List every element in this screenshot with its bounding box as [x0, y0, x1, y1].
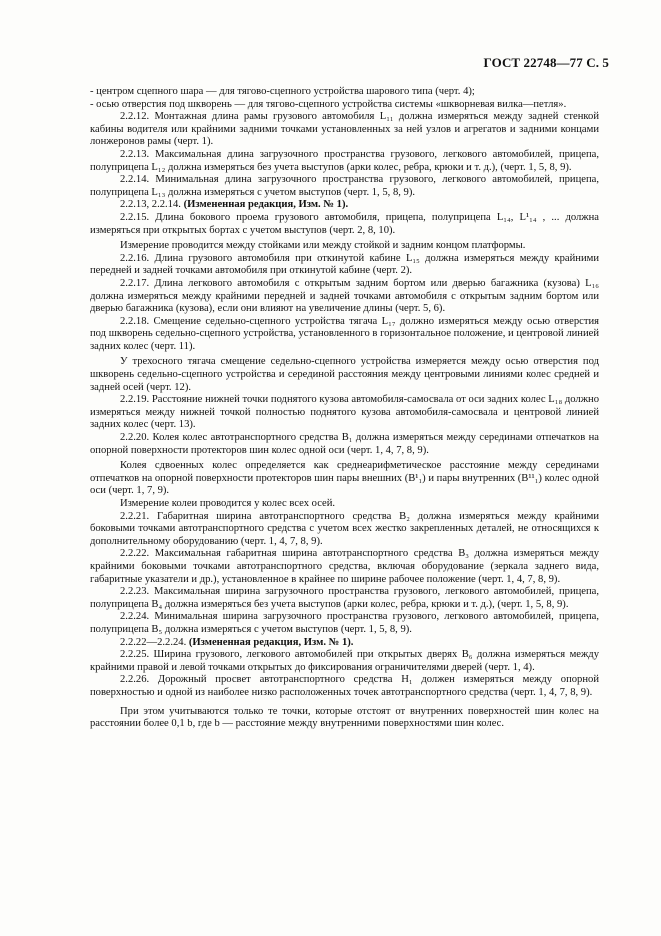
paragraph: 2.2.17. Длина легкового автомобиля с открытым задним бортом или дверью багажника (кузова) L₁₆ должна измеряться между крайними передней и задней точками автомобиля с открытым задним бортом или дверью багажника (кузова), если они влияют на увеличение длины (черт. 5, 6). — [90, 277, 599, 315]
paragraph: - центром сцепного шара — для тягово-сцепного устройства шарового типа (черт. 4); — [90, 86, 475, 97]
paragraph: 2.2.15. Длина бокового проема грузового автомобиля, прицепа, полуприцепа L₁₄, L¹₁₄ , ... должна измеряться при открытых бортах с учетом выступов (черт. 2, 8, 10). — [90, 211, 599, 236]
paragraph: Колея сдвоенных колес определяется как среднеарифметическое расстояние между серединами отпечатков на опорной поверхности протекторов шин пары внешних (B¹₁) и пары внутренних (B¹¹₁) колес одной оси (черт. 1, 7, 9). — [90, 460, 599, 497]
paragraph: - осью отверстия под шкворень — для тягово-сцепного устройства системы «шкворневая вилка—петля». — [90, 98, 567, 110]
page-header: ГОСТ 22748—77 С. 5 — [483, 55, 609, 70]
paragraph: 2.2.25. Ширина грузового, легкового автомобилей при открытых дверях B₆ должна измеряться между крайними правой и левой точками открытых до фиксирования ограничителями дверей (черт. 1, 4). — [90, 649, 599, 673]
paragraph: 2.2.13. Максимальная длина загрузочного пространства грузового, легкового автомобилей, прицепа, полуприцепа L₁₂ должна измеряться без учета выступов (арки колес, ребра, крюки и т. д.), (черт. 1, 5, 8, 9). — [90, 148, 599, 173]
paragraph: У трехосного тягача смещение седельно-сцепного устройства измеряется между осью отверстия под шкворень седельно-сцепного устройства и серединой расстояния между центровыми линиями колес средней и задней осей (черт. 12). — [90, 356, 599, 393]
paragraph: 2.2.12. Монтажная длина рамы грузового автомобиля L₁₁ должна измеряться между задней стенкой кабины водителя или крайними задними точками установленных за ней узлов и агрегатов и задними концами лонжеронов рамы (черт. 1). — [90, 111, 599, 148]
paragraph: 2.2.18. Смещение седельно-сцепного устройства тягача L₁₇ должно измеряться между осью отверстия под шкворень седельно-сцепного устройства, установленного в горизонтальное положение, и центровой линией задних колес (черт. 11). — [90, 315, 599, 352]
amendment-note: 2.2.13, 2.2.14. (Измененная редакция, Изм. № 1). — [120, 199, 349, 211]
amendment-label: (Измененная редакция, Изм. № 1). — [183, 199, 349, 211]
paragraph: 2.2.22. Максимальная габаритная ширина автотранспортного средства B₃ должна измеряться между крайними боковыми точками автотранспортного средства, включая оборудование (зеркала заднего вида, габаритные указатели и др.), установленное в крайнее по ширине рабочее положение (черт. 1, 4, 7, 8, 9). — [90, 548, 599, 585]
paragraph: 2.2.26. Дорожный просвет автотранспортного средства H₁ должен измеряться между опорной поверхностью и одной из наиболее низко расположенных точек автотранспортного средства (черт. 1, 4, 7, 8, 9). — [90, 674, 599, 698]
paragraph: 2.2.14. Минимальная длина загрузочного пространства грузового, легкового автомобилей, прицепа, полуприцепа L₁₃ должна измеряться с учетом выступов (черт. 1, 5, 8, 9). — [90, 174, 599, 198]
amendment-note: 2.2.22—2.2.24. (Измененная редакция, Изм. № 1). — [120, 636, 354, 648]
paragraph: 2.2.21. Габаритная ширина автотранспортного средства B₂ должна измеряться между крайними боковыми точками автотранспортного средства с учетом всех жестко закрепленных деталей, не относящихся к дополнительному оборудованию (черт. 1, 4, 7, 8, 9). — [90, 510, 599, 547]
paragraph: 2.2.19. Расстояние нижней точки поднятого кузова автомобиля-самосвала от оси задних колес L₁₈ должно измеряться между нижней точкой полностью поднятого кузова автомобиля-самосвала и центровой линией задних колес (черт. 13). — [90, 394, 599, 431]
paragraph: 2.2.16. Длина грузового автомобиля при откинутой кабине L₁₅ должна измеряться между крайними передней и задней точками автомобиля при откинутой кабине (черт. 2). — [90, 252, 599, 277]
amendment-label: (Измененная редакция, Изм. № 1). — [188, 636, 354, 648]
paragraph: Измерение колеи проводится у колес всех осей. — [120, 498, 336, 509]
document-body — [90, 86, 599, 731]
paragraph: 2.2.20. Колея колес автотранспортного средства B₁ должна измеряться между серединами отпечатков на опорной поверхности протекторов шин колес одной оси (черт. 1, 4, 7, 8, 9). — [90, 432, 599, 456]
paragraph: При этом учитываются только те точки, которые отстоят от внутренних поверхностей шин колес на расстоянии более 0,1 b, где b — расстояние между внутренними поверхностями шин колес. — [90, 705, 599, 730]
paragraph: 2.2.23. Максимальная ширина загрузочного пространства грузового, легкового автомобилей, прицепа, полуприцепа B₄ должна измеряться без учета выступов (арки колес, ребра, крюки и т. д.), (черт. 1, 5, 8, 9). — [90, 586, 599, 610]
paragraph: 2.2.24. Минимальная ширина загрузочного пространства грузового, легкового автомобилей, прицепа, полуприцепа B₅ должна измеряться с учетом выступов (черт. 1, 5, 8, 9). — [90, 611, 599, 635]
paragraph: Измерение проводится между стойками или между стойкой и задним концом платформы. — [120, 240, 526, 252]
